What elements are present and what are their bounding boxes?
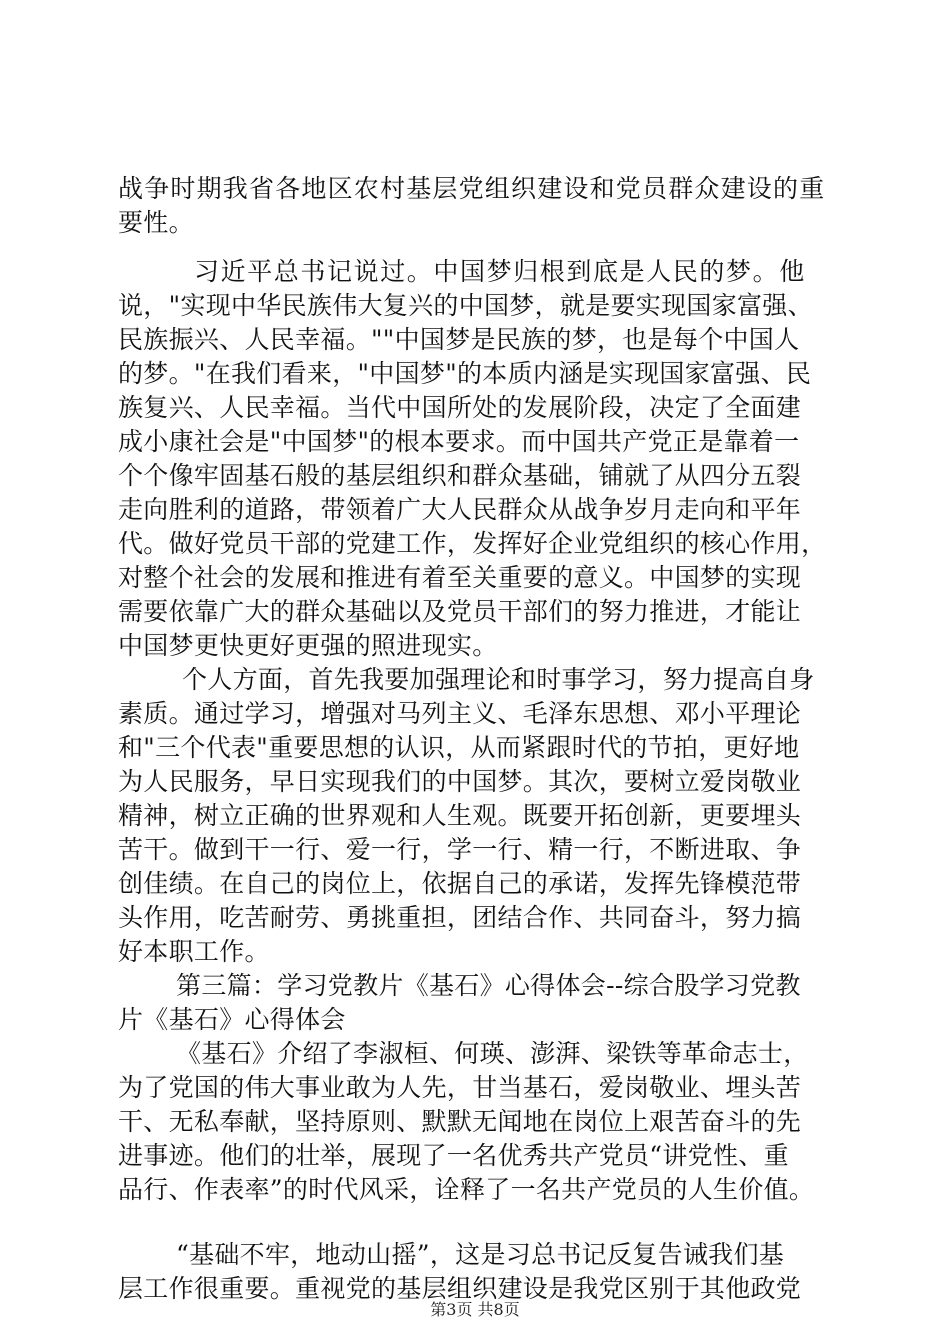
text-line: 好本职工作。 (118, 937, 270, 966)
text-line: 为人民服务，早日实现我们的中国梦。其次，要树立爱岗敬业 (118, 767, 802, 796)
text-line: 族复兴、人民幸福。当代中国所处的发展阶段，决定了全面建 (118, 393, 802, 422)
text-line: 中国梦更快更好更强的照进现实。 (118, 631, 498, 660)
text-line: 进事迹。他们的壮举，展现了一名优秀共产党员“讲党性、重 (118, 1141, 789, 1170)
text-line: 需要依靠广大的群众基础以及党员干部们的努力推进，才能让 (118, 597, 802, 626)
text-line: “基础不牢，地动山摇”，这是习总书记反复告诫我们基 (176, 1240, 785, 1269)
text-line: 《基石》介绍了李淑桓、何瑛、澎湃、梁铁等革命志士， (176, 1039, 809, 1068)
text-line: 为了党国的伟大事业敢为人先，甘当基石，爱岗敬业、埋头苦 (118, 1073, 802, 1102)
text-line: 和"三个代表"重要思想的认识，从而紧跟时代的节拍，更好地 (118, 733, 800, 762)
text-line: 要性。 (118, 208, 194, 237)
text-line: 对整个社会的发展和推进有着至关重要的意义。中国梦的实现 (118, 563, 802, 592)
text-line: 头作用，吃苦耐劳、勇挑重担，团结合作、共同奋斗，努力搞 (118, 903, 802, 932)
text-line: 民族振兴、人民幸福。""中国梦是民族的梦，也是每个中国人 (118, 325, 800, 354)
text-line: 个个像牢固基石般的基层组织和群众基础，铺就了从四分五裂 (118, 461, 802, 490)
text-line: 干、无私奉献，坚持原则、默默无闻地在岗位上艰苦奋斗的先 (118, 1107, 802, 1136)
text-line: 战争时期我省各地区农村基层党组织建设和党员群众建设的重 (118, 174, 826, 203)
text-line: 精神，树立正确的世界观和人生观。既要开拓创新，更要埋头 (118, 801, 802, 830)
text-line: 素质。通过学习，增强对马列主义、毛泽东思想、邓小平理论 (118, 699, 802, 728)
text-line: 代。做好党员干部的党建工作，发挥好企业党组织的核心作用， (118, 529, 827, 558)
text-line: 创佳绩。在自己的岗位上，依据自己的承诺，发挥先锋模范带 (118, 869, 802, 898)
text-line: 个人方面，首先我要加强理论和时事学习，努力提高自身 (182, 665, 815, 694)
page-number-footer: 第3页 共8页 (430, 1300, 520, 1319)
text-line: 层工作很重要。重视党的基层组织建设是我党区别于其他政党 (118, 1274, 802, 1303)
text-line: 的梦。"在我们看来，"中国梦"的本质内涵是实现国家富强、民 (118, 359, 812, 388)
text-line: 走向胜利的道路，带领着广大人民群众从战争岁月走向和平年 (118, 495, 802, 524)
text-line: 成小康社会是"中国梦"的根本要求。而中国共产党正是靠着一 (118, 427, 800, 456)
text-line: 苦干。做到干一行、爱一行，学一行、精一行，不断进取、争 (118, 835, 802, 864)
text-line: 说，"实现中华民族伟大复兴的中国梦，就是要实现国家富强、 (118, 291, 813, 320)
section-heading-line: 第三篇：学习党教片《基石》心得体会--综合股学习党教 (176, 971, 801, 1000)
text-line: 品行、作表率”的时代风采，诠释了一名共产党员的人生价值。 (118, 1175, 815, 1204)
text-line: 习近平总书记说过。中国梦归根到底是人民的梦。他 (194, 257, 806, 286)
section-heading-line: 片《基石》心得体会 (118, 1005, 346, 1034)
